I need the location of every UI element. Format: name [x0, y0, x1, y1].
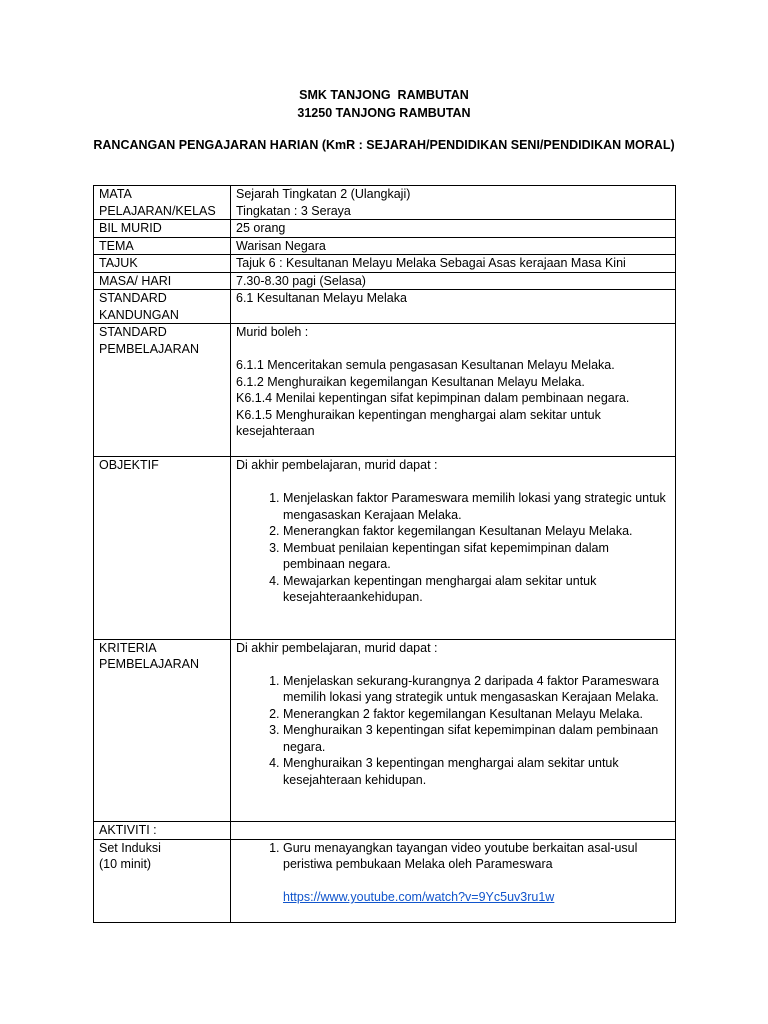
label-standard-kandungan — [94, 290, 231, 324]
label-line: STANDARD — [99, 325, 167, 339]
learning-standard-item: 6.1.1 Menceritakan semula pengasasan Kesultanan Melayu Melaka. — [236, 358, 615, 372]
value-bil-murid: 25 orang — [231, 220, 676, 238]
school-address: 31250 TANJONG RAMBUTAN — [297, 106, 471, 120]
objective-list — [236, 490, 670, 606]
list-item: 1. Guru menayangkan tayangan video youtube berkaitan asal-usul peristiwa pembukaan Melaka oleh Parameswara — [283, 840, 670, 873]
document-title: RANCANGAN PENGAJARAN HARIAN (KmR : SEJARAH/PENDIDIKAN SENI/PENDIDIKAN MORAL) — [93, 138, 675, 152]
label-line: (10 minit) — [99, 857, 152, 871]
label-kriteria — [94, 639, 231, 822]
label-aktiviti: AKTIVITI : — [94, 822, 231, 840]
value-tajuk: Tajuk 6 : Kesultanan Melayu Melaka Sebagai Asas kerajaan Masa Kini — [231, 255, 676, 273]
label-line: PEMBELAJARAN — [99, 657, 200, 671]
learning-standard-item: 6.1.2 Menghuraikan kegemilangan Kesultanan Melayu Melaka. — [236, 374, 585, 389]
label-mata-pelajaran — [94, 186, 231, 220]
row-set-induksi — [94, 839, 676, 923]
row-masa — [94, 272, 676, 290]
label-line: PEMBELAJARAN — [99, 341, 200, 356]
row-aktiviti — [94, 822, 676, 840]
value-objektif — [231, 457, 676, 640]
list-item: 4. Menghuraikan 3 kepentingan menghargai alam sekitar untuk kesejahteraan kehidupan. — [283, 755, 670, 788]
label-line: Set Induksi — [99, 840, 161, 855]
learning-standard-item: K6.1.4 Menilai kepentingan sifat kepimpinan dalam pembinaan negara. — [236, 391, 630, 405]
learning-standard-item: K6.1.5 Menghuraikan kepentingan menghargai alam sekitar untuk kesejahteraan — [236, 407, 601, 438]
label-line: PELAJARAN/KELAS — [99, 203, 216, 218]
list-item: 4. Mewajarkan kepentingan menghargai alam sekitar untuk kesejahteraankehidupan. — [283, 573, 670, 606]
value-standard-kandungan: 6.1 Kesultanan Melayu Melaka — [231, 290, 676, 324]
label-line: STANDARD — [99, 291, 167, 305]
document-header — [0, 86, 768, 154]
list-item: 3. Menghuraikan 3 kepentingan sifat kepemimpinan dalam pembinaan negara. — [283, 722, 670, 755]
school-name: SMK TANJONG RAMBUTAN — [299, 88, 469, 102]
row-objektif — [94, 457, 676, 640]
youtube-link[interactable]: https://www.youtube.com/watch?v=9Yc5uv3ru1w — [283, 890, 555, 904]
value-aktiviti — [231, 822, 676, 840]
label-line: KANDUNGAN — [99, 307, 179, 322]
lesson-plan-table — [93, 185, 676, 923]
value-masa: 7.30-8.30 pagi (Selasa) — [231, 272, 676, 290]
label-line: MATA — [99, 187, 132, 201]
intro-text: Di akhir pembelajaran, murid dapat : — [236, 640, 438, 655]
row-tema — [94, 237, 676, 255]
class-value: Tingkatan : 3 Seraya — [236, 203, 351, 218]
subject-value: Sejarah Tingkatan 2 (Ulangkaji) — [236, 187, 411, 201]
row-mata-pelajaran — [94, 186, 676, 220]
list-item: 1. Menjelaskan sekurang-kurangnya 2 daripada 4 faktor Parameswara memilih lokasi yang strategik untuk mengasaskan Kerajaan Melaka. — [283, 673, 670, 706]
label-set-induksi — [94, 839, 231, 923]
row-tajuk — [94, 255, 676, 273]
label-tajuk: TAJUK — [94, 255, 231, 273]
value-mata-pelajaran — [231, 186, 676, 220]
row-bil-murid — [94, 220, 676, 238]
intro-text: Di akhir pembelajaran, murid dapat : — [236, 458, 438, 472]
value-set-induksi — [231, 839, 676, 923]
row-standard-pembelajaran — [94, 324, 676, 457]
row-kriteria — [94, 639, 676, 822]
activity-list — [236, 840, 670, 873]
intro-text: Murid boleh : — [236, 325, 309, 339]
list-item: 2. Menerangkan faktor kegemilangan Kesultanan Melayu Melaka. — [283, 523, 670, 540]
list-item: 1. Menjelaskan faktor Parameswara memilih lokasi yang strategic untuk mengasaskan Kerajaan Melaka. — [283, 490, 670, 523]
row-standard-kandungan — [94, 290, 676, 324]
list-item: 3. Membuat penilaian kepentingan sifat kepemimpinan dalam pembinaan negara. — [283, 540, 670, 573]
criteria-list — [236, 673, 670, 789]
value-tema: Warisan Negara — [231, 237, 676, 255]
list-item: 2. Menerangkan 2 faktor kegemilangan Kesultanan Melayu Melaka. — [283, 706, 670, 723]
label-objektif: OBJEKTIF — [94, 457, 231, 640]
label-line: KRITERIA — [99, 640, 157, 655]
label-tema: TEMA — [94, 237, 231, 255]
label-standard-pembelajaran — [94, 324, 231, 457]
value-kriteria — [231, 639, 676, 822]
value-standard-pembelajaran — [231, 324, 676, 457]
label-bil-murid: BIL MURID — [94, 220, 231, 238]
label-masa: MASA/ HARI — [94, 272, 231, 290]
